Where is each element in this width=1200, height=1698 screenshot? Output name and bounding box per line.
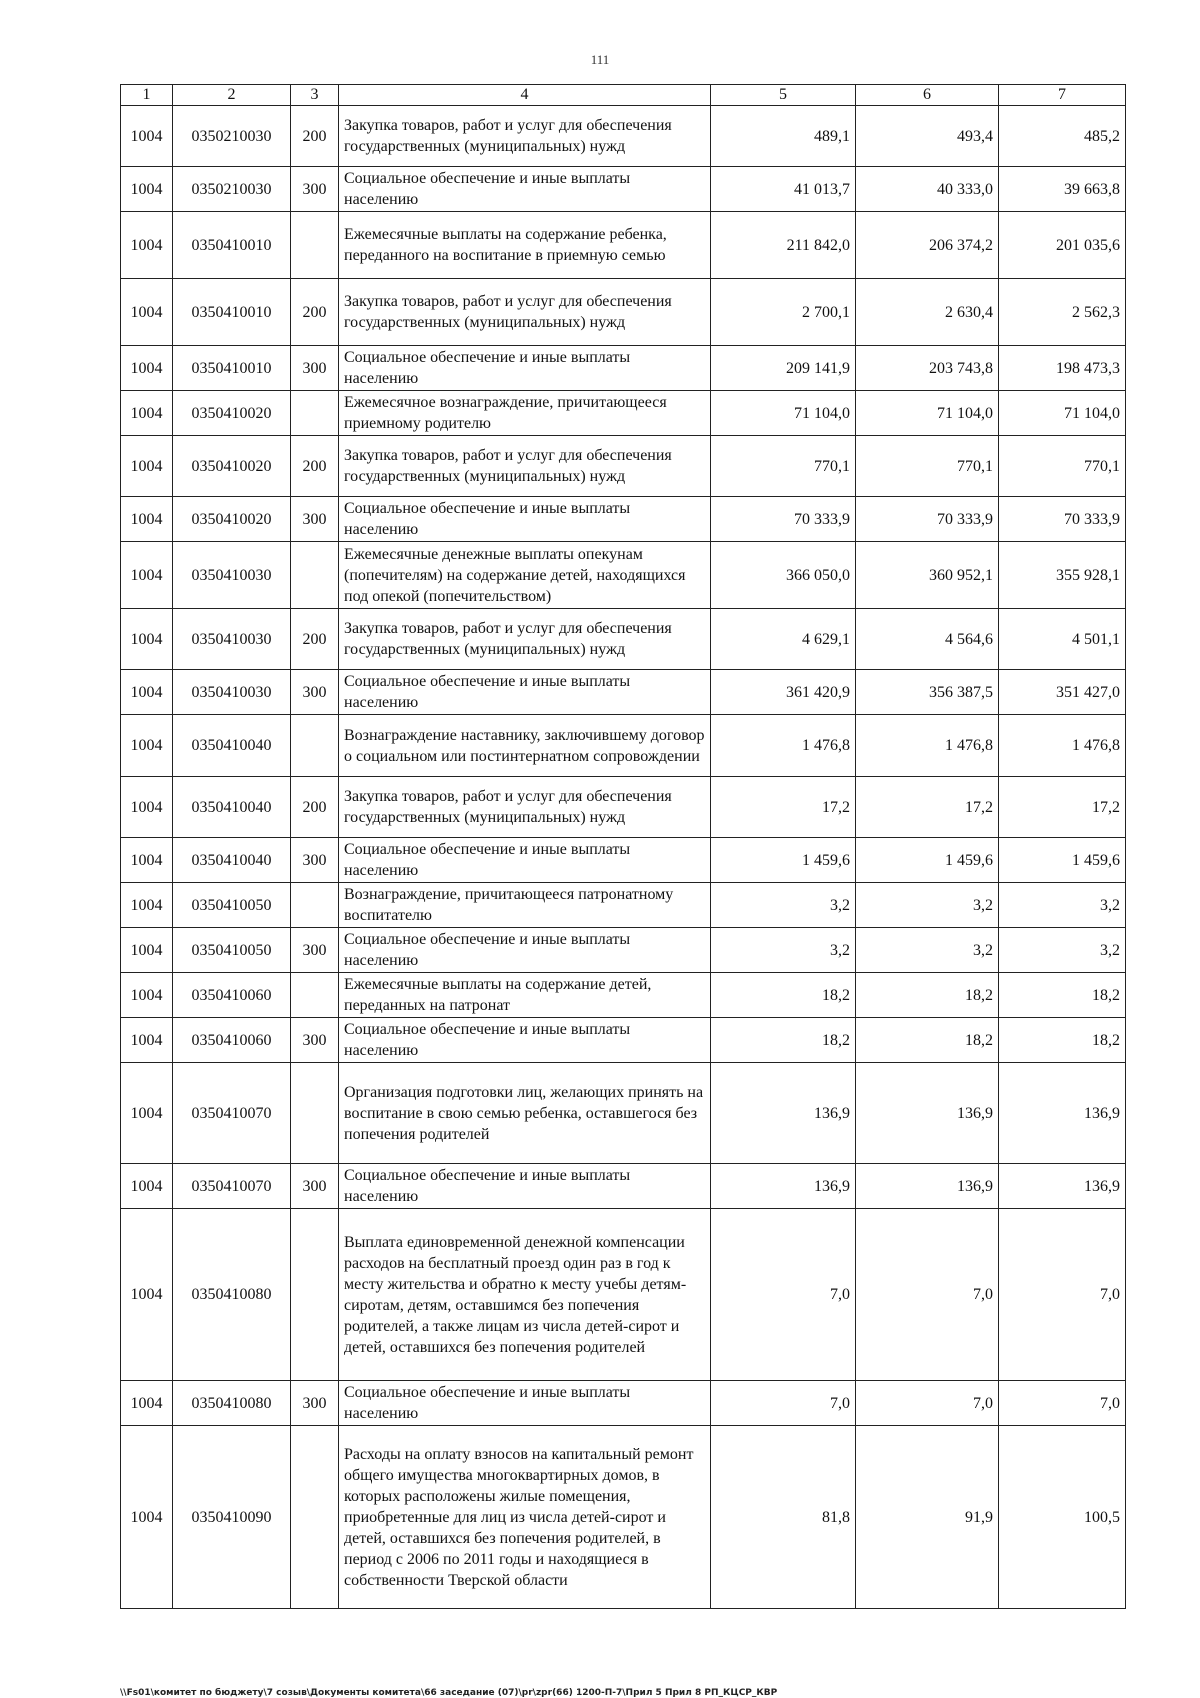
description-cell: Ежемесячное вознаграждение, причитающееся приемному родителю xyxy=(339,391,711,436)
amount-col7-cell: 136,9 xyxy=(999,1063,1126,1164)
amount-col6-cell: 18,2 xyxy=(856,973,999,1018)
target-article-code-cell: 0350410010 xyxy=(173,279,291,346)
description-cell: Социальное обеспечение и иные выплаты населению xyxy=(339,346,711,391)
expense-type-code-cell: 300 xyxy=(291,1381,339,1426)
column-header: 5 xyxy=(711,85,856,106)
table-row xyxy=(121,391,1126,436)
amount-col7-cell: 18,2 xyxy=(999,1018,1126,1063)
amount-col7-cell: 17,2 xyxy=(999,777,1126,838)
section-code-cell: 1004 xyxy=(121,609,173,670)
amount-col7-cell: 201 035,6 xyxy=(999,212,1126,279)
table-row xyxy=(121,928,1126,973)
expense-type-code-cell: 300 xyxy=(291,497,339,542)
amount-col7-cell: 3,2 xyxy=(999,883,1126,928)
amount-col5-cell: 1 476,8 xyxy=(711,715,856,777)
amount-col6-cell: 40 333,0 xyxy=(856,167,999,212)
expense-type-code-cell xyxy=(291,542,339,609)
amount-col6-cell: 4 564,6 xyxy=(856,609,999,670)
expense-type-code-cell: 300 xyxy=(291,670,339,715)
amount-col7-cell: 100,5 xyxy=(999,1426,1126,1609)
table-row xyxy=(121,1426,1126,1609)
amount-col6-cell: 493,4 xyxy=(856,106,999,167)
target-article-code-cell: 0350210030 xyxy=(173,167,291,212)
section-code-cell: 1004 xyxy=(121,715,173,777)
table-row xyxy=(121,715,1126,777)
table-row xyxy=(121,167,1126,212)
section-code-cell: 1004 xyxy=(121,497,173,542)
expense-type-code-cell xyxy=(291,715,339,777)
description-cell: Социальное обеспечение и иные выплаты населению xyxy=(339,1381,711,1426)
table-row xyxy=(121,1209,1126,1381)
section-code-cell: 1004 xyxy=(121,1426,173,1609)
amount-col6-cell: 1 476,8 xyxy=(856,715,999,777)
expense-type-code-cell xyxy=(291,391,339,436)
table-row xyxy=(121,436,1126,497)
column-header: 2 xyxy=(173,85,291,106)
amount-col7-cell: 2 562,3 xyxy=(999,279,1126,346)
amount-col6-cell: 356 387,5 xyxy=(856,670,999,715)
amount-col6-cell: 3,2 xyxy=(856,928,999,973)
amount-col7-cell: 485,2 xyxy=(999,106,1126,167)
amount-col5-cell: 136,9 xyxy=(711,1164,856,1209)
description-cell: Организация подготовки лиц, желающих принять на воспитание в свою семью ребенка, оставшегося без попечения родителей xyxy=(339,1063,711,1164)
amount-col5-cell: 7,0 xyxy=(711,1381,856,1426)
target-article-code-cell: 0350410090 xyxy=(173,1426,291,1609)
budget-table xyxy=(120,84,1126,1609)
amount-col5-cell: 361 420,9 xyxy=(711,670,856,715)
description-cell: Ежемесячные выплаты на содержание ребенка, переданного на воспитание в приемную семью xyxy=(339,212,711,279)
amount-col7-cell: 355 928,1 xyxy=(999,542,1126,609)
description-cell: Вознаграждение наставнику, заключившему договор о социальном или постинтернатном сопровождении xyxy=(339,715,711,777)
column-header: 3 xyxy=(291,85,339,106)
target-article-code-cell: 0350410020 xyxy=(173,391,291,436)
amount-col6-cell: 2 630,4 xyxy=(856,279,999,346)
expense-type-code-cell: 200 xyxy=(291,436,339,497)
target-article-code-cell: 0350410040 xyxy=(173,777,291,838)
section-code-cell: 1004 xyxy=(121,883,173,928)
table-row xyxy=(121,212,1126,279)
description-cell: Социальное обеспечение и иные выплаты населению xyxy=(339,670,711,715)
amount-col5-cell: 1 459,6 xyxy=(711,838,856,883)
description-cell: Социальное обеспечение и иные выплаты населению xyxy=(339,167,711,212)
amount-col7-cell: 136,9 xyxy=(999,1164,1126,1209)
table-row xyxy=(121,838,1126,883)
amount-col6-cell: 70 333,9 xyxy=(856,497,999,542)
column-header: 7 xyxy=(999,85,1126,106)
expense-type-code-cell: 300 xyxy=(291,838,339,883)
target-article-code-cell: 0350410060 xyxy=(173,1018,291,1063)
table-body xyxy=(121,106,1126,1609)
amount-col5-cell: 7,0 xyxy=(711,1209,856,1381)
amount-col7-cell: 351 427,0 xyxy=(999,670,1126,715)
description-cell: Вознаграждение, причитающееся патронатному воспитателю xyxy=(339,883,711,928)
amount-col7-cell: 4 501,1 xyxy=(999,609,1126,670)
expense-type-code-cell: 200 xyxy=(291,609,339,670)
amount-col6-cell: 18,2 xyxy=(856,1018,999,1063)
amount-col6-cell: 17,2 xyxy=(856,777,999,838)
amount-col5-cell: 489,1 xyxy=(711,106,856,167)
amount-col6-cell: 770,1 xyxy=(856,436,999,497)
target-article-code-cell: 0350410060 xyxy=(173,973,291,1018)
expense-type-code-cell: 200 xyxy=(291,106,339,167)
description-cell: Закупка товаров, работ и услуг для обеспечения государственных (муниципальных) нужд xyxy=(339,106,711,167)
target-article-code-cell: 0350410030 xyxy=(173,542,291,609)
amount-col7-cell: 18,2 xyxy=(999,973,1126,1018)
amount-col5-cell: 2 700,1 xyxy=(711,279,856,346)
description-cell: Закупка товаров, работ и услуг для обеспечения государственных (муниципальных) нужд xyxy=(339,436,711,497)
amount-col7-cell: 770,1 xyxy=(999,436,1126,497)
amount-col5-cell: 211 842,0 xyxy=(711,212,856,279)
target-article-code-cell: 0350410040 xyxy=(173,838,291,883)
section-code-cell: 1004 xyxy=(121,279,173,346)
expense-type-code-cell: 300 xyxy=(291,167,339,212)
description-cell: Социальное обеспечение и иные выплаты населению xyxy=(339,838,711,883)
target-article-code-cell: 0350410030 xyxy=(173,670,291,715)
amount-col6-cell: 1 459,6 xyxy=(856,838,999,883)
expense-type-code-cell: 300 xyxy=(291,928,339,973)
section-code-cell: 1004 xyxy=(121,1164,173,1209)
description-cell: Выплата единовременной денежной компенсации расходов на бесплатный проезд один раз в год к месту жительства и обратно к месту учебы детям-сиротам, детям, оставшимся без попечения родителей, а также лицам из числа детей-сирот и детей, оставшихся без попечения родителей xyxy=(339,1209,711,1381)
description-cell: Социальное обеспечение и иные выплаты населению xyxy=(339,497,711,542)
amount-col5-cell: 41 013,7 xyxy=(711,167,856,212)
section-code-cell: 1004 xyxy=(121,542,173,609)
amount-col5-cell: 4 629,1 xyxy=(711,609,856,670)
amount-col7-cell: 1 459,6 xyxy=(999,838,1126,883)
amount-col5-cell: 81,8 xyxy=(711,1426,856,1609)
table-row xyxy=(121,542,1126,609)
amount-col5-cell: 3,2 xyxy=(711,928,856,973)
target-article-code-cell: 0350410020 xyxy=(173,497,291,542)
column-header: 4 xyxy=(339,85,711,106)
amount-col5-cell: 18,2 xyxy=(711,973,856,1018)
amount-col5-cell: 366 050,0 xyxy=(711,542,856,609)
column-header: 1 xyxy=(121,85,173,106)
column-header: 6 xyxy=(856,85,999,106)
amount-col6-cell: 71 104,0 xyxy=(856,391,999,436)
amount-col7-cell: 7,0 xyxy=(999,1209,1126,1381)
expense-type-code-cell: 300 xyxy=(291,1164,339,1209)
description-cell: Закупка товаров, работ и услуг для обеспечения государственных (муниципальных) нужд xyxy=(339,777,711,838)
table-row xyxy=(121,279,1126,346)
target-article-code-cell: 0350410070 xyxy=(173,1164,291,1209)
amount-col5-cell: 209 141,9 xyxy=(711,346,856,391)
table-row xyxy=(121,1381,1126,1426)
section-code-cell: 1004 xyxy=(121,777,173,838)
description-cell: Ежемесячные выплаты на содержание детей, переданных на патронат xyxy=(339,973,711,1018)
table-row xyxy=(121,609,1126,670)
target-article-code-cell: 0350410010 xyxy=(173,212,291,279)
amount-col5-cell: 71 104,0 xyxy=(711,391,856,436)
page-number: 111 xyxy=(590,52,610,67)
expense-type-code-cell xyxy=(291,1426,339,1609)
expense-type-code-cell xyxy=(291,1063,339,1164)
table-row xyxy=(121,1018,1126,1063)
target-article-code-cell: 0350410020 xyxy=(173,436,291,497)
amount-col7-cell: 7,0 xyxy=(999,1381,1126,1426)
table-row xyxy=(121,346,1126,391)
table-row xyxy=(121,1164,1126,1209)
target-article-code-cell: 0350410040 xyxy=(173,715,291,777)
target-article-code-cell: 0350410030 xyxy=(173,609,291,670)
amount-col5-cell: 3,2 xyxy=(711,883,856,928)
section-code-cell: 1004 xyxy=(121,1018,173,1063)
target-article-code-cell: 0350410050 xyxy=(173,928,291,973)
section-code-cell: 1004 xyxy=(121,1381,173,1426)
description-cell: Социальное обеспечение и иные выплаты населению xyxy=(339,1018,711,1063)
section-code-cell: 1004 xyxy=(121,838,173,883)
amount-col7-cell: 1 476,8 xyxy=(999,715,1126,777)
table-row xyxy=(121,670,1126,715)
table-row xyxy=(121,497,1126,542)
amount-col5-cell: 18,2 xyxy=(711,1018,856,1063)
section-code-cell: 1004 xyxy=(121,106,173,167)
amount-col5-cell: 70 333,9 xyxy=(711,497,856,542)
table-row xyxy=(121,973,1126,1018)
table-row xyxy=(121,883,1126,928)
description-cell: Социальное обеспечение и иные выплаты населению xyxy=(339,1164,711,1209)
target-article-code-cell: 0350410080 xyxy=(173,1381,291,1426)
amount-col6-cell: 136,9 xyxy=(856,1164,999,1209)
amount-col7-cell: 71 104,0 xyxy=(999,391,1126,436)
amount-col5-cell: 17,2 xyxy=(711,777,856,838)
table-header-row xyxy=(121,85,1126,106)
amount-col5-cell: 136,9 xyxy=(711,1063,856,1164)
footer-file-path: \\Fs01\комитет по бюджету\7 созыв\Документы комитета\66 заседание (07)\pr\zpr(66) 1200-П-7\Прил 5 Прил 8 РП_КЦСР_КВР xyxy=(120,1688,778,1698)
section-code-cell: 1004 xyxy=(121,391,173,436)
expense-type-code-cell: 200 xyxy=(291,279,339,346)
target-article-code-cell: 0350410080 xyxy=(173,1209,291,1381)
target-article-code-cell: 0350410070 xyxy=(173,1063,291,1164)
amount-col7-cell: 39 663,8 xyxy=(999,167,1126,212)
table-row xyxy=(121,1063,1126,1164)
amount-col6-cell: 136,9 xyxy=(856,1063,999,1164)
section-code-cell: 1004 xyxy=(121,973,173,1018)
description-cell: Закупка товаров, работ и услуг для обеспечения государственных (муниципальных) нужд xyxy=(339,279,711,346)
table-row xyxy=(121,106,1126,167)
expense-type-code-cell: 200 xyxy=(291,777,339,838)
section-code-cell: 1004 xyxy=(121,167,173,212)
expense-type-code-cell xyxy=(291,1209,339,1381)
amount-col7-cell: 198 473,3 xyxy=(999,346,1126,391)
expense-type-code-cell xyxy=(291,883,339,928)
amount-col6-cell: 203 743,8 xyxy=(856,346,999,391)
section-code-cell: 1004 xyxy=(121,1209,173,1381)
section-code-cell: 1004 xyxy=(121,346,173,391)
description-cell: Расходы на оплату взносов на капитальный ремонт общего имущества многоквартирных домов, в которых расположены жилые помещения, приобретенные для лиц из числа детей-сирот и детей, оставшихся без попечения родителей, в период с 2006 по 2011 годы и находящиеся в собственности Тверской области xyxy=(339,1426,711,1609)
expense-type-code-cell xyxy=(291,973,339,1018)
section-code-cell: 1004 xyxy=(121,1063,173,1164)
expense-type-code-cell: 300 xyxy=(291,346,339,391)
amount-col7-cell: 70 333,9 xyxy=(999,497,1126,542)
expense-type-code-cell xyxy=(291,212,339,279)
section-code-cell: 1004 xyxy=(121,928,173,973)
amount-col6-cell: 7,0 xyxy=(856,1209,999,1381)
description-cell: Ежемесячные денежные выплаты опекунам (попечителям) на содержание детей, находящихся под опекой (попечительством) xyxy=(339,542,711,609)
amount-col5-cell: 770,1 xyxy=(711,436,856,497)
section-code-cell: 1004 xyxy=(121,670,173,715)
amount-col7-cell: 3,2 xyxy=(999,928,1126,973)
target-article-code-cell: 0350210030 xyxy=(173,106,291,167)
description-cell: Закупка товаров, работ и услуг для обеспечения государственных (муниципальных) нужд xyxy=(339,609,711,670)
amount-col6-cell: 91,9 xyxy=(856,1426,999,1609)
target-article-code-cell: 0350410010 xyxy=(173,346,291,391)
amount-col6-cell: 3,2 xyxy=(856,883,999,928)
section-code-cell: 1004 xyxy=(121,436,173,497)
target-article-code-cell: 0350410050 xyxy=(173,883,291,928)
amount-col6-cell: 360 952,1 xyxy=(856,542,999,609)
description-cell: Социальное обеспечение и иные выплаты населению xyxy=(339,928,711,973)
section-code-cell: 1004 xyxy=(121,212,173,279)
table-row xyxy=(121,777,1126,838)
amount-col6-cell: 206 374,2 xyxy=(856,212,999,279)
amount-col6-cell: 7,0 xyxy=(856,1381,999,1426)
expense-type-code-cell: 300 xyxy=(291,1018,339,1063)
